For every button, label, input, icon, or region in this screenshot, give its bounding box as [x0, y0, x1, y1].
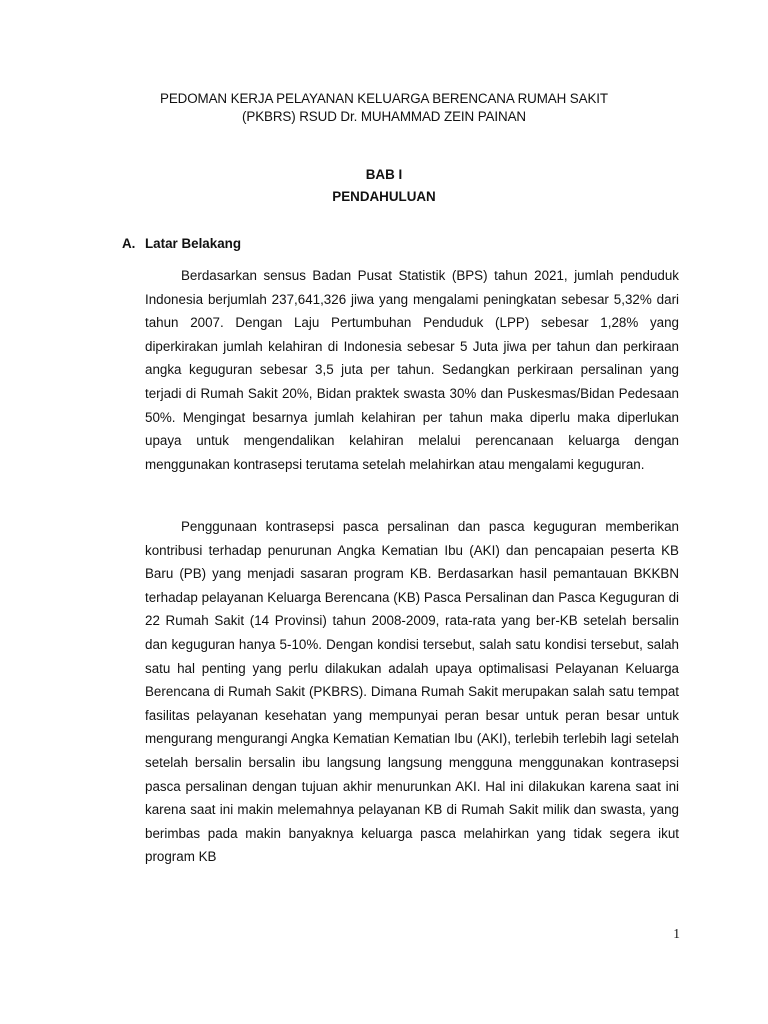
- section-letter: A.: [122, 236, 136, 251]
- document-title: [100, 90, 668, 126]
- page-number: 1: [673, 926, 680, 941]
- section-heading: [122, 235, 241, 253]
- chapter-title: PENDAHULUAN: [332, 189, 436, 204]
- document-title-line-2: (PKBRS) RSUD Dr. MUHAMMAD ZEIN PAINAN: [242, 109, 526, 124]
- document-title-line-1: PEDOMAN KERJA PELAYANAN KELUARGA BERENCANA RUMAH SAKIT: [159, 91, 608, 106]
- chapter-number: BAB I: [365, 167, 403, 182]
- paragraph-2: [145, 515, 679, 869]
- paragraph-2-text: Penggunaan kontrasepsi pasca persalinan dan pasca keguguran memberikan kontribusi terhadap penurunan Angka Kematian Ibu (AKI) dan pencapaian peserta KB Baru (PB) yang menjadi sasaran program KB. Berdasarkan hasil pemantauan BKKBN terhadap pelayanan Keluarga Berencana (KB) Pasca Persalinan dan Pasca Keguguran di 22 Rumah Sakit (14 Provinsi) tahun 2008-2009, rata-rata yang ber-KB setelah bersalin dan keguguran hanya 5-10%. Dengan kondisi tersebut, salah satu kondisi tersebut, salah satu hal penting yang perlu dilakukan adalah upaya optimalisasi Pelayanan Keluarga Berencana di Rumah Sakit (PKBRS). Dimana Rumah Sakit merupakan salah satu tempat fasilitas pelayanan kesehatan yang mempunyai peran besar untuk peran besar untuk mengurang mengurangi Angka Kematian Kematian Ibu (AKI), terlebih terlebih lagi setelah setelah bersalin bersalin ibu langsung langsung mengguna menggunakan kontrasepsi pasca persalinan dengan tujuan akhir menurunkan AKI. Hal ini dilakukan karena saat ini karena saat ini makin melemahnya pelayanan KB di Rumah Sakit milik dan swasta, yang berimbas pada makin banyaknya keluarga pasca melahirkan yang tidak segera ikut program KB: [145, 519, 679, 865]
- paragraph-1-text: Berdasarkan sensus Badan Pusat Statistik (BPS) tahun 2021, jumlah penduduk Indonesia berjumlah 237,641,326 jiwa yang mengalami peningkatan sebesar 5,32% dari tahun 2007. Dengan Laju Pertumbuhan Penduduk (LPP) sebesar 1,28% yang diperkirakan jumlah kelahiran di Indonesia sebesar 5 Juta jiwa per tahun dan perkiraan angka keguguran sebesar 3,5 juta per tahun. Sedangkan perkiraan persalinan yang terjadi di Rumah Sakit 20%, Bidan praktek swasta 30% dan Puskesmas/Bidan Pedesaan 50%. Mengingat besarnya jumlah kelahiran per tahun maka diperlu maka diperlukan upaya untuk mengendalikan kelahiran melalui perencanaan keluarga dengan menggunakan kontrasepsi terutama setelah melahirkan atau mengalami keguguran.: [145, 268, 679, 472]
- section-title: Latar Belakang: [145, 236, 242, 251]
- paragraph-1: [145, 264, 679, 476]
